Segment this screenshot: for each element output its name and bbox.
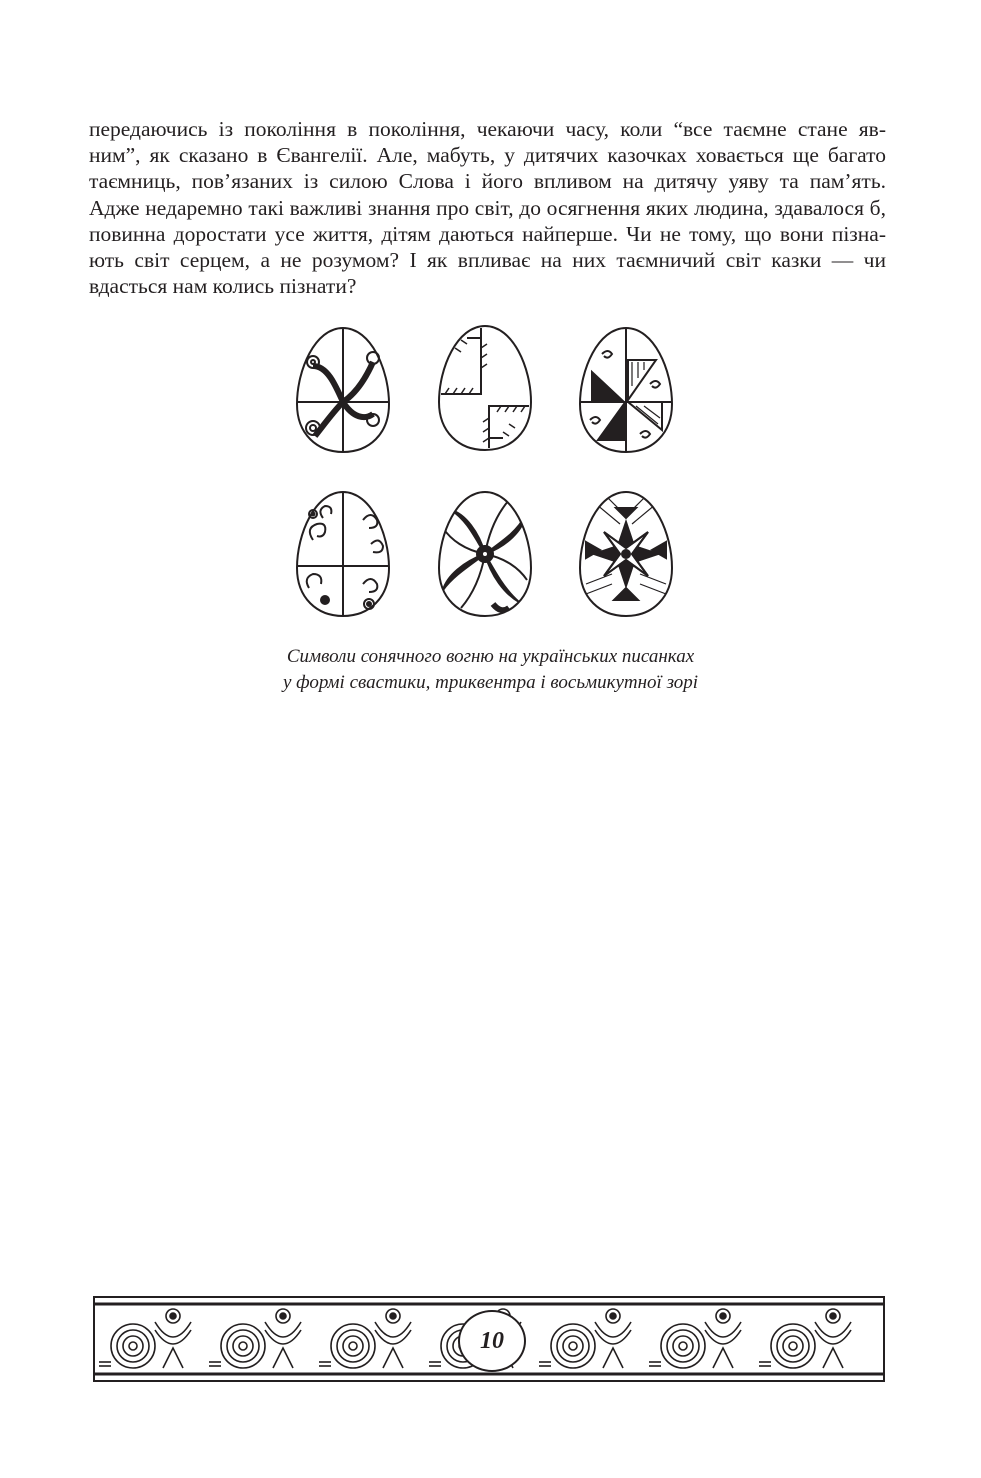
text-line: передаючись із покоління в покоління, чекаючи часу, коли “все таємне стане яв-: [89, 117, 886, 141]
pysanka-egg-1: [297, 328, 389, 452]
text-line: ним”, як сказано в Євангелії. Але, мабуть, у дитячих казочках ховається ще багато: [89, 143, 886, 168]
pysanka-egg-6: [580, 492, 672, 616]
body-paragraph: [89, 116, 886, 299]
text-line: вдасться нам колись пізнати?: [89, 274, 357, 299]
text-line: повинна доростати усе життя, дітям даються найперше. Чи не тому, що вони пізна-: [89, 221, 886, 246]
caption-line: у формі свастики, триквентра і восьмикутної зорі: [282, 672, 699, 693]
caption-line: Символи сонячного вогню на українських писанках: [286, 646, 695, 667]
page-number: 10: [458, 1310, 526, 1372]
text-line: ють світ серцем, а не розумом? І як впливає на них таємничий світ казки — чи: [89, 248, 886, 273]
pysanka-egg-3: [580, 328, 672, 452]
pysanky-illustration: [288, 318, 688, 628]
figure-caption: [200, 644, 781, 696]
pysanka-egg-2: [439, 326, 531, 450]
text-line: таємниць, пов’язаних із силою Слова і його впливом на дитячу уяву та пам’ять.: [89, 169, 886, 194]
text-line: Адже недаремно такі важливі знання про світ, до осягнення яких людина, здавалося б,: [89, 195, 886, 220]
pysanka-egg-5: [439, 492, 531, 616]
pysanka-egg-4: [297, 492, 389, 616]
